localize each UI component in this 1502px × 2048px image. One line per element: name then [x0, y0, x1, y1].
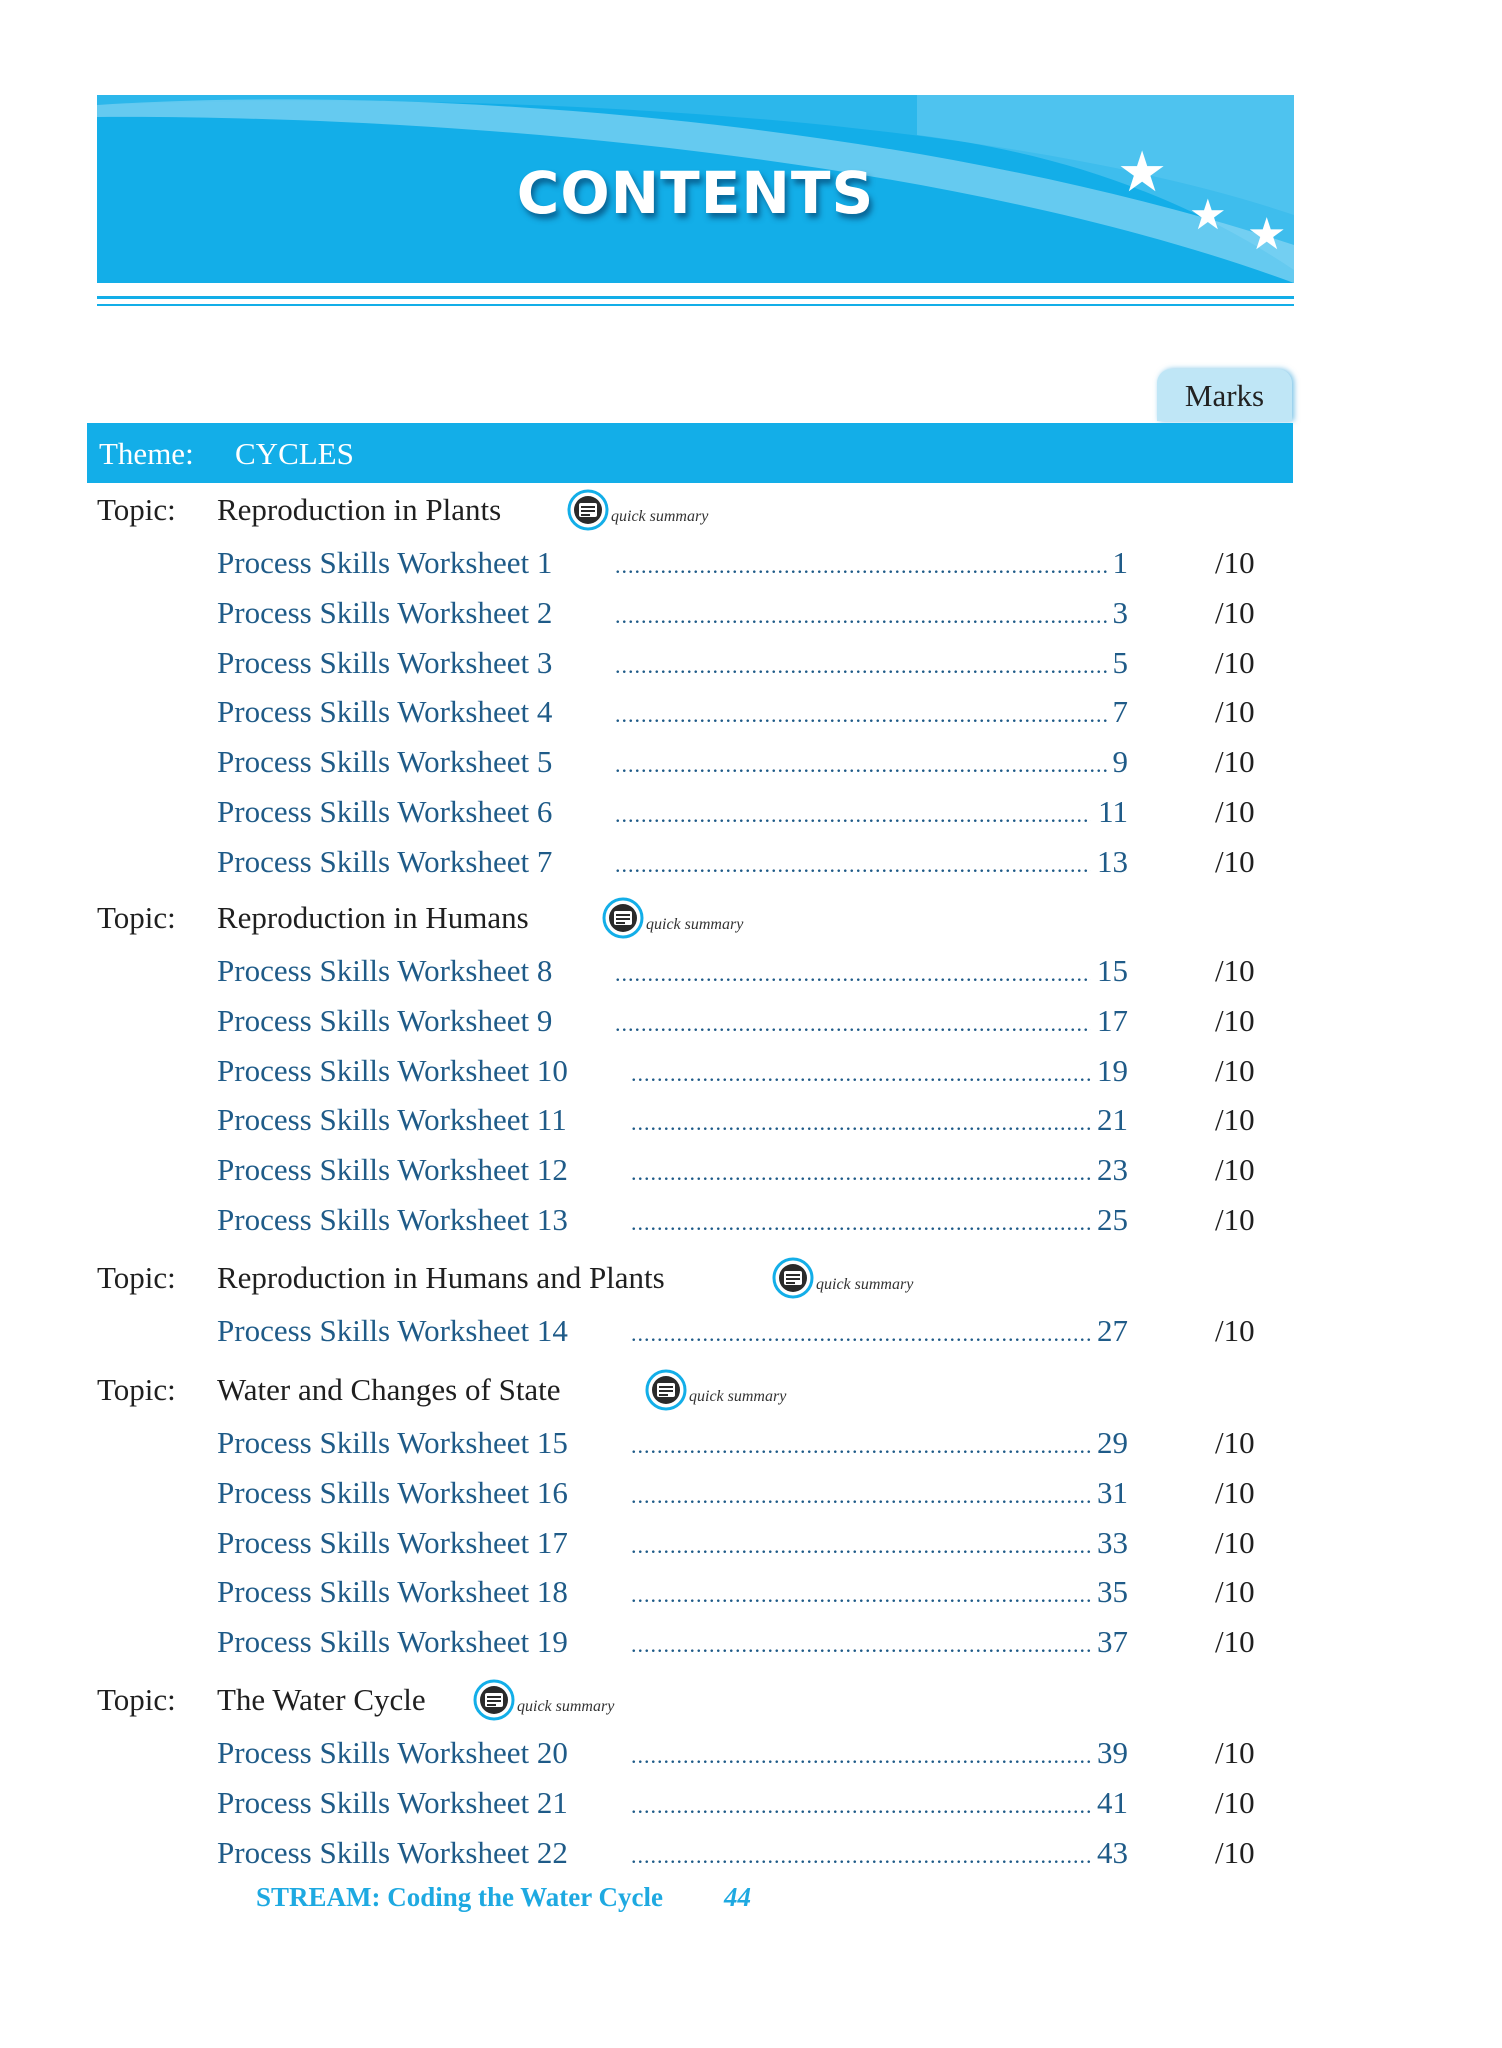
- header-rule: [97, 296, 1294, 299]
- toc-row[interactable]: [217, 1785, 1277, 1829]
- star-icon: ★: [1247, 210, 1287, 259]
- worksheet-title[interactable]: Process Skills Worksheet 6: [217, 794, 553, 829]
- topic-label: Topic:: [97, 1260, 176, 1295]
- topic-label: Topic:: [97, 900, 176, 935]
- page-number: 7: [1112, 694, 1128, 729]
- worksheet-title[interactable]: Process Skills Worksheet 22: [217, 1835, 568, 1870]
- toc-row[interactable]: [217, 1102, 1277, 1146]
- dot-leader: [631, 1843, 1091, 1863]
- marks-value: /10: [1215, 645, 1255, 680]
- theme-label: Theme:: [99, 436, 194, 471]
- marks-value: /10: [1215, 953, 1255, 988]
- toc-row[interactable]: [217, 953, 1277, 997]
- theme-bar: [87, 423, 1293, 483]
- worksheet-title[interactable]: Process Skills Worksheet 21: [217, 1785, 568, 1820]
- marks-value: /10: [1215, 1835, 1255, 1870]
- marks-value: /10: [1215, 1574, 1255, 1609]
- marks-column-header: Marks: [1157, 369, 1292, 421]
- worksheet-title[interactable]: Process Skills Worksheet 9: [217, 1003, 553, 1038]
- worksheet-title[interactable]: Process Skills Worksheet 11: [217, 1102, 567, 1137]
- dot-leader: [615, 1011, 1091, 1031]
- quick-summary-label: quick summary: [689, 1388, 787, 1405]
- worksheet-title[interactable]: Process Skills Worksheet 5: [217, 744, 553, 779]
- toc-row[interactable]: [217, 1313, 1277, 1357]
- page-number: 25: [1097, 1202, 1128, 1237]
- worksheet-title[interactable]: Process Skills Worksheet 17: [217, 1525, 568, 1560]
- dot-leader: [631, 1433, 1091, 1453]
- page-number: 13: [1097, 844, 1128, 879]
- page-number: 41: [1097, 1785, 1128, 1820]
- worksheet-title[interactable]: Process Skills Worksheet 1: [217, 545, 553, 580]
- page-number: 23: [1097, 1152, 1128, 1187]
- topic-name: Water and Changes of State: [217, 1372, 561, 1407]
- contents-banner: [97, 95, 1294, 283]
- page-number: 19: [1097, 1053, 1128, 1088]
- worksheet-title[interactable]: Process Skills Worksheet 19: [217, 1624, 568, 1659]
- dot-leader: [631, 1632, 1091, 1652]
- toc-row[interactable]: [217, 694, 1277, 738]
- worksheet-title[interactable]: Process Skills Worksheet 14: [217, 1313, 568, 1348]
- quick-summary-icon: [602, 897, 644, 939]
- marks-value: /10: [1215, 694, 1255, 729]
- toc-row[interactable]: [217, 1835, 1277, 1879]
- star-icon: ★: [1189, 193, 1227, 239]
- topic-label: Topic:: [97, 492, 176, 527]
- stream-entry-page: 44: [724, 1882, 751, 1912]
- toc-row[interactable]: [217, 1735, 1277, 1779]
- dot-leader: [631, 1110, 1091, 1130]
- dot-leader: [631, 1321, 1091, 1341]
- toc-row[interactable]: [217, 1202, 1277, 1246]
- worksheet-title[interactable]: Process Skills Worksheet 20: [217, 1735, 568, 1770]
- toc-row[interactable]: [217, 1624, 1277, 1668]
- quick-summary-link[interactable]: [772, 1256, 913, 1300]
- toc-row[interactable]: [217, 794, 1277, 838]
- page-number: 5: [1112, 645, 1128, 680]
- marks-value: /10: [1215, 595, 1255, 630]
- worksheet-title[interactable]: Process Skills Worksheet 18: [217, 1574, 568, 1609]
- worksheet-title[interactable]: Process Skills Worksheet 13: [217, 1202, 568, 1237]
- marks-value: /10: [1215, 1202, 1255, 1237]
- dot-leader: [615, 802, 1091, 822]
- dot-leader: [631, 1210, 1091, 1230]
- marks-value: /10: [1215, 1785, 1255, 1820]
- page-number: 21: [1097, 1102, 1128, 1137]
- star-icon: ★: [1117, 142, 1168, 204]
- toc-row[interactable]: [217, 844, 1277, 888]
- topic-label: Topic:: [97, 1372, 176, 1407]
- quick-summary-icon: [772, 1257, 814, 1299]
- dot-leader: [631, 1743, 1091, 1763]
- worksheet-title[interactable]: Process Skills Worksheet 7: [217, 844, 553, 879]
- marks-value: /10: [1215, 1475, 1255, 1510]
- page-number: 35: [1097, 1574, 1128, 1609]
- dot-leader: [631, 1061, 1091, 1081]
- dot-leader: [631, 1160, 1091, 1180]
- page-number: 43: [1097, 1835, 1128, 1870]
- topic-heading: [97, 1372, 1197, 1416]
- theme-name: CYCLES: [235, 436, 354, 471]
- marks-value: /10: [1215, 1313, 1255, 1348]
- page-number: 1: [1112, 545, 1128, 580]
- toc-row[interactable]: [217, 595, 1277, 639]
- marks-value: /10: [1215, 1102, 1255, 1137]
- worksheet-title[interactable]: Process Skills Worksheet 8: [217, 953, 553, 988]
- dot-leader: [631, 1483, 1091, 1503]
- worksheet-title[interactable]: Process Skills Worksheet 15: [217, 1425, 568, 1460]
- dot-leader: [615, 961, 1091, 981]
- quick-summary-icon: [473, 1679, 515, 1721]
- topic-name: Reproduction in Humans and Plants: [217, 1260, 665, 1295]
- worksheet-title[interactable]: Process Skills Worksheet 4: [217, 694, 553, 729]
- page-number: 33: [1097, 1525, 1128, 1560]
- dot-leader: [631, 1582, 1091, 1602]
- page-number: 9: [1112, 744, 1128, 779]
- worksheet-title[interactable]: Process Skills Worksheet 12: [217, 1152, 568, 1187]
- quick-summary-link[interactable]: [567, 488, 708, 532]
- toc-row[interactable]: [217, 744, 1277, 788]
- dot-leader: [615, 653, 1109, 673]
- dot-leader: [615, 603, 1109, 623]
- marks-value: /10: [1215, 1003, 1255, 1038]
- marks-value: /10: [1215, 744, 1255, 779]
- marks-value: /10: [1215, 1053, 1255, 1088]
- toc-row[interactable]: [217, 1003, 1277, 1047]
- dot-leader: [615, 752, 1109, 772]
- quick-summary-label: quick summary: [646, 916, 744, 933]
- toc-row[interactable]: [217, 1525, 1277, 1569]
- quick-summary-link[interactable]: [645, 1368, 786, 1412]
- worksheet-title[interactable]: Process Skills Worksheet 10: [217, 1053, 568, 1088]
- page-number: 17: [1097, 1003, 1128, 1038]
- topic-heading: [97, 900, 1197, 944]
- toc-row[interactable]: [217, 1425, 1277, 1469]
- marks-value: /10: [1215, 545, 1255, 580]
- quick-summary-icon: [567, 489, 609, 531]
- toc-row[interactable]: [217, 545, 1277, 589]
- marks-value: /10: [1215, 1152, 1255, 1187]
- dot-leader: [615, 702, 1109, 722]
- dot-leader: [631, 1533, 1091, 1553]
- quick-summary-label: quick summary: [816, 1276, 914, 1293]
- worksheet-title[interactable]: Process Skills Worksheet 16: [217, 1475, 568, 1510]
- quick-summary-link[interactable]: [602, 896, 743, 940]
- topic-name: Reproduction in Plants: [217, 492, 502, 527]
- toc-row[interactable]: [217, 1152, 1277, 1196]
- page-number: 31: [1097, 1475, 1128, 1510]
- marks-value: /10: [1215, 844, 1255, 879]
- page-number: 29: [1097, 1425, 1128, 1460]
- dot-leader: [631, 1793, 1091, 1813]
- marks-value: /10: [1215, 1525, 1255, 1560]
- page-number: 27: [1097, 1313, 1128, 1348]
- worksheet-title[interactable]: Process Skills Worksheet 2: [217, 595, 553, 630]
- page-number: 3: [1112, 595, 1128, 630]
- page-number: 39: [1097, 1735, 1128, 1770]
- topic-label: Topic:: [97, 1682, 176, 1717]
- page-number: 37: [1097, 1624, 1128, 1659]
- quick-summary-label: quick summary: [611, 508, 709, 525]
- quick-summary-label: quick summary: [517, 1698, 615, 1715]
- toc-row[interactable]: [217, 1475, 1277, 1519]
- page-number: 11: [1098, 794, 1128, 829]
- dot-leader: [615, 852, 1091, 872]
- toc-row[interactable]: [217, 645, 1277, 689]
- dot-leader: [615, 553, 1109, 573]
- marks-value: /10: [1215, 794, 1255, 829]
- worksheet-title[interactable]: Process Skills Worksheet 3: [217, 645, 553, 680]
- page-number: 15: [1097, 953, 1128, 988]
- topic-name: The Water Cycle: [217, 1682, 426, 1717]
- quick-summary-link[interactable]: [473, 1678, 614, 1722]
- marks-value: /10: [1215, 1735, 1255, 1770]
- quick-summary-icon: [645, 1369, 687, 1411]
- toc-row[interactable]: [217, 1574, 1277, 1618]
- toc-row[interactable]: [217, 1053, 1277, 1097]
- page-title: CONTENTS: [516, 159, 875, 227]
- topic-name: Reproduction in Humans: [217, 900, 529, 935]
- marks-value: /10: [1215, 1624, 1255, 1659]
- header-rule: [97, 304, 1294, 306]
- stream-entry-title[interactable]: STREAM: Coding the Water Cycle: [256, 1882, 663, 1912]
- topic-heading: [97, 1682, 1197, 1726]
- marks-value: /10: [1215, 1425, 1255, 1460]
- topic-heading: [97, 492, 1197, 536]
- topic-heading: [97, 1260, 1197, 1304]
